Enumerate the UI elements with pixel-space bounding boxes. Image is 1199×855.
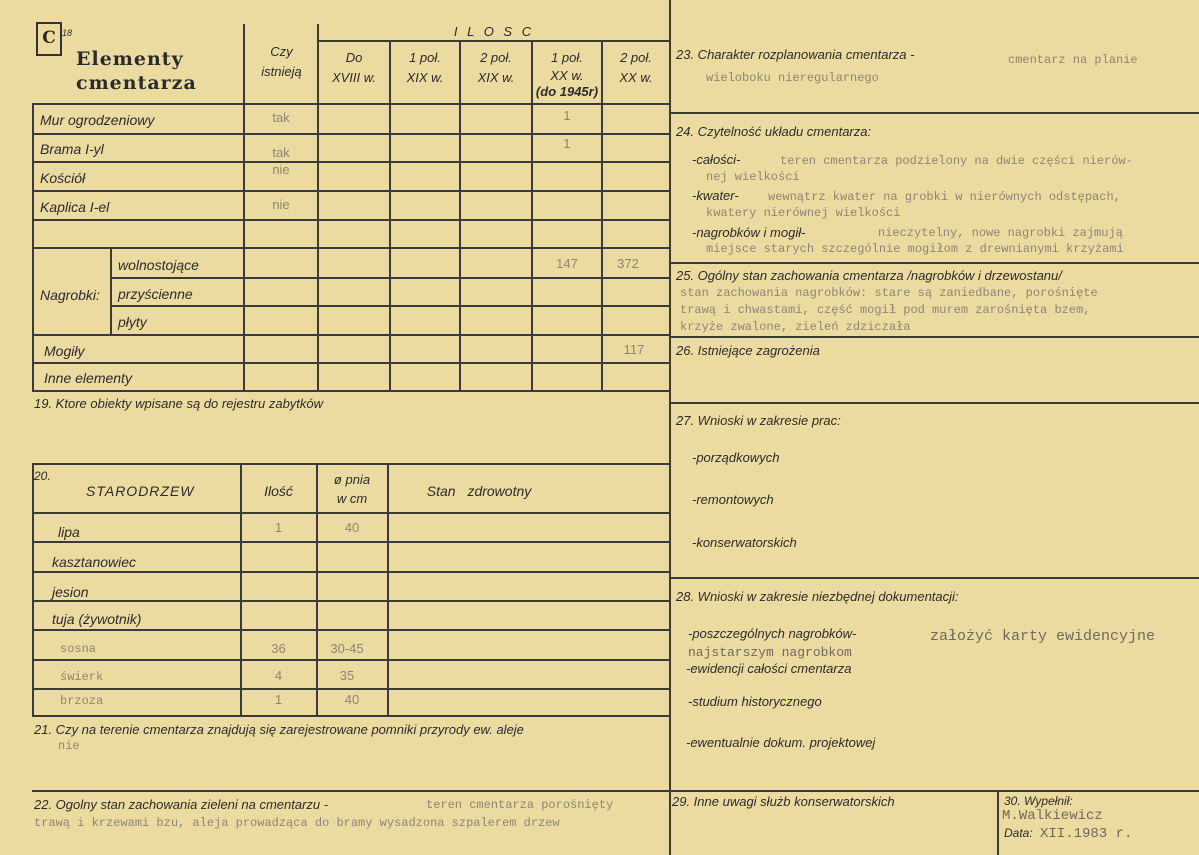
date-value: XII.1983 r. bbox=[1040, 826, 1133, 842]
grid-line bbox=[32, 571, 670, 573]
grid-line bbox=[670, 790, 1199, 792]
period3-l2: XIX w. bbox=[477, 70, 515, 85]
tree-ilosc: 36 bbox=[271, 641, 286, 656]
grid-line bbox=[32, 161, 670, 163]
period5-l1: 2 poł. bbox=[620, 50, 652, 65]
element-label: Brama I-yl bbox=[40, 141, 104, 157]
grid-line bbox=[32, 219, 670, 221]
grid-line bbox=[318, 40, 670, 42]
grid-line bbox=[531, 40, 533, 390]
q24-calosci: -całości- bbox=[692, 152, 741, 167]
q24-kwater-ans-l2: kwatery nierównej wielkości bbox=[706, 206, 901, 220]
grid-line bbox=[32, 463, 670, 465]
title-line2: cmentarza bbox=[76, 72, 197, 94]
element-exists: nie bbox=[272, 197, 290, 212]
q23-answer-l2: wieloboku nieregularnego bbox=[706, 71, 879, 85]
col-pnia-l1: ø pnia bbox=[333, 472, 371, 487]
grid-line bbox=[32, 790, 670, 792]
q24-calosci-ans-l2: nej wielkości bbox=[706, 170, 800, 184]
tree-ilosc: 1 bbox=[274, 520, 283, 535]
q20-num: 20. bbox=[34, 469, 51, 483]
period1-l1: Do bbox=[345, 50, 363, 65]
tree-ilosc: 4 bbox=[274, 668, 283, 683]
grid-line bbox=[32, 362, 670, 364]
grid-line bbox=[32, 463, 34, 715]
card-letter-sup: 18 bbox=[62, 28, 73, 38]
grid-line bbox=[32, 103, 670, 105]
q21-answer: nie bbox=[58, 739, 80, 753]
q22-answer-l1: teren cmentarza porośnięty bbox=[426, 798, 614, 812]
center-divider bbox=[669, 0, 671, 855]
element-count: 1 bbox=[563, 136, 571, 151]
col-pnia-l2: w cm bbox=[336, 491, 368, 506]
q24-nagrobkow-ans-l2: miejsce starych szczególnie mogiłom z drewnianymi krzyżami bbox=[706, 242, 1124, 256]
tree-name: tuja (żywotnik) bbox=[52, 611, 142, 627]
element-exists: tak bbox=[272, 145, 290, 160]
nagrobki-label: Nagrobki: bbox=[40, 287, 100, 303]
grid-line bbox=[32, 247, 670, 249]
grid-line bbox=[32, 190, 670, 192]
period2-l1: 1 poł. bbox=[409, 50, 441, 65]
q24-nagrobkow-ans-l1: nieczytelny, nowe nagrobki zajmują bbox=[878, 226, 1123, 240]
grid-line bbox=[32, 103, 34, 390]
q25-ans-l3: krzyże zwalone, zieleń zdziczała bbox=[680, 320, 911, 334]
nagrobki-count: 372 bbox=[617, 256, 639, 271]
date-label: Data: bbox=[1004, 826, 1033, 840]
grid-line bbox=[387, 463, 389, 715]
q27-item: -remontowych bbox=[692, 492, 774, 507]
period3-l1: 2 poł. bbox=[480, 50, 512, 65]
mogily-label: Mogiły bbox=[44, 343, 85, 359]
starodrzew-title: STARODRZEW bbox=[86, 483, 195, 499]
tree-name: jesion bbox=[52, 584, 89, 600]
period4-l1: 1 poł. bbox=[551, 50, 583, 65]
q27-item: -porządkowych bbox=[692, 450, 780, 465]
q28-item4: -ewentualnie dokum. projektowej bbox=[686, 735, 876, 750]
grid-line bbox=[32, 541, 670, 543]
period5-l2: XX w. bbox=[619, 70, 653, 85]
grid-line bbox=[32, 659, 670, 661]
grid-line bbox=[670, 262, 1199, 264]
col-stan: Stan zdrowotny bbox=[426, 483, 532, 499]
grid-line bbox=[997, 790, 999, 855]
q19-label: 19. Ktore obiekty wpisane są do rejestru zabytków bbox=[34, 396, 324, 411]
grid-line bbox=[389, 40, 391, 390]
q26-label: 26. Istniejące zagrożenia bbox=[676, 343, 820, 358]
tree-pnia: 40 bbox=[344, 692, 360, 707]
col-czy-l1: Czy bbox=[270, 44, 293, 59]
element-count: 1 bbox=[563, 108, 571, 123]
q23-label: 23. Charakter rozplanowania cmentarza - bbox=[676, 47, 915, 62]
grid-line bbox=[317, 24, 319, 390]
q22-label: 22. Ogolny stan zachowania zieleni na cmentarzu - bbox=[34, 797, 329, 812]
title-line1: Elementy bbox=[76, 48, 184, 70]
grid-line bbox=[110, 247, 112, 334]
element-label: Mur ogrodzeniowy bbox=[40, 112, 155, 128]
q21-label: 21. Czy na terenie cmentarza znajdują się zarejestrowane pomniki przyrody ew. aleje bbox=[34, 722, 524, 737]
card-letter-box bbox=[36, 22, 62, 56]
inne-elementy-label: Inne elementy bbox=[44, 370, 132, 386]
grid-line bbox=[670, 112, 1199, 114]
q28-item1-ans-l2: najstarszym nagrobkom bbox=[688, 645, 852, 660]
period4-l3: (do 1945r) bbox=[535, 84, 599, 99]
q28-item1-ans-l1: założyć karty ewidencyjne bbox=[930, 628, 1156, 645]
q28-item3: -studium historycznego bbox=[688, 694, 822, 709]
grid-line bbox=[32, 512, 670, 514]
q27-item: -konserwatorskich bbox=[692, 535, 797, 550]
q25-ans-l1: stan zachowania nagrobków: stare są zaniedbane, porośnięte bbox=[680, 286, 1098, 300]
q25-label: 25. Ogólny stan zachowania cmentarza /nagrobków i drzewostanu/ bbox=[676, 268, 1062, 283]
element-exists: nie bbox=[272, 162, 290, 177]
grid-line bbox=[32, 629, 670, 631]
grid-line bbox=[32, 390, 670, 392]
card-letter: C bbox=[42, 28, 56, 48]
q29-label: 29. Inne uwagi służb konserwatorskich bbox=[672, 794, 895, 809]
q22-answer-l2: trawą i krzewami bzu, aleja prowadząca do bramy wysadzona szpalerem drzew bbox=[34, 816, 560, 830]
grid-line bbox=[32, 133, 670, 135]
nagrobki-count: 147 bbox=[556, 256, 578, 271]
grid-line bbox=[32, 715, 670, 717]
element-exists: tak bbox=[272, 110, 290, 125]
q25-ans-l2: trawą i chwastami, część mogił pod murem zarośnięta bzem, bbox=[680, 303, 1091, 317]
grid-line bbox=[670, 402, 1199, 404]
nagrobki-type: wolnostojące bbox=[118, 257, 199, 273]
tree-pnia: 30-45 bbox=[330, 641, 364, 656]
tree-name: sosna bbox=[60, 642, 97, 656]
grid-line bbox=[670, 336, 1199, 338]
tree-name: lipa bbox=[58, 524, 80, 540]
tree-pnia: 40 bbox=[344, 520, 360, 535]
grid-line bbox=[670, 577, 1199, 579]
element-label: Kaplica I-el bbox=[40, 199, 110, 215]
q23-answer-l1: cmentarz na planie bbox=[1008, 53, 1138, 67]
tree-name: brzoza bbox=[60, 694, 104, 708]
q24-nagrobkow: -nagrobków i mogił- bbox=[692, 225, 806, 240]
mogily-count: 117 bbox=[623, 342, 645, 357]
tree-name: świerk bbox=[60, 670, 104, 684]
q30-name: M.Walkiewicz bbox=[1002, 808, 1103, 824]
col-ilosc: I L O S C bbox=[453, 24, 535, 39]
period2-l2: XIX w. bbox=[406, 70, 444, 85]
tree-name: kasztanowiec bbox=[52, 554, 137, 570]
q28-item2: -ewidencji całości cmentarza bbox=[686, 661, 852, 676]
tree-ilosc: 1 bbox=[274, 692, 283, 707]
q24-calosci-ans-l1: teren cmentarza podzielony na dwie części nierów- bbox=[780, 154, 1133, 168]
q28-label: 28. Wnioski w zakresie niezbędnej dokumentacji: bbox=[676, 589, 959, 604]
period4-l2: XX w. bbox=[550, 68, 584, 83]
period1-l2: XVIII w. bbox=[331, 70, 377, 85]
col-ilosc-tree: Ilość bbox=[264, 483, 293, 499]
q24-kwater: -kwater- bbox=[692, 188, 739, 203]
grid-line bbox=[32, 334, 670, 336]
q28-item1: -poszczególnych nagrobków- bbox=[688, 626, 857, 641]
q24-label: 24. Czytelność układu cmentarza: bbox=[676, 124, 872, 139]
col-czy-l2: istnieją bbox=[261, 64, 302, 79]
q30-label: 30. Wypełnił: bbox=[1004, 794, 1073, 808]
nagrobki-type: płyty bbox=[118, 314, 147, 330]
grid-line bbox=[32, 600, 670, 602]
q27-label: 27. Wnioski w zakresie prac: bbox=[676, 413, 841, 428]
tree-pnia: 35 bbox=[339, 668, 355, 683]
nagrobki-type: przyścienne bbox=[118, 286, 193, 302]
q24-kwater-ans-l1: wewnątrz kwater na grobki w nierównych odstępach, bbox=[768, 190, 1121, 204]
element-label: Kościół bbox=[40, 170, 86, 186]
grid-line bbox=[32, 688, 670, 690]
grid-line bbox=[601, 40, 603, 390]
grid-line bbox=[459, 40, 461, 390]
